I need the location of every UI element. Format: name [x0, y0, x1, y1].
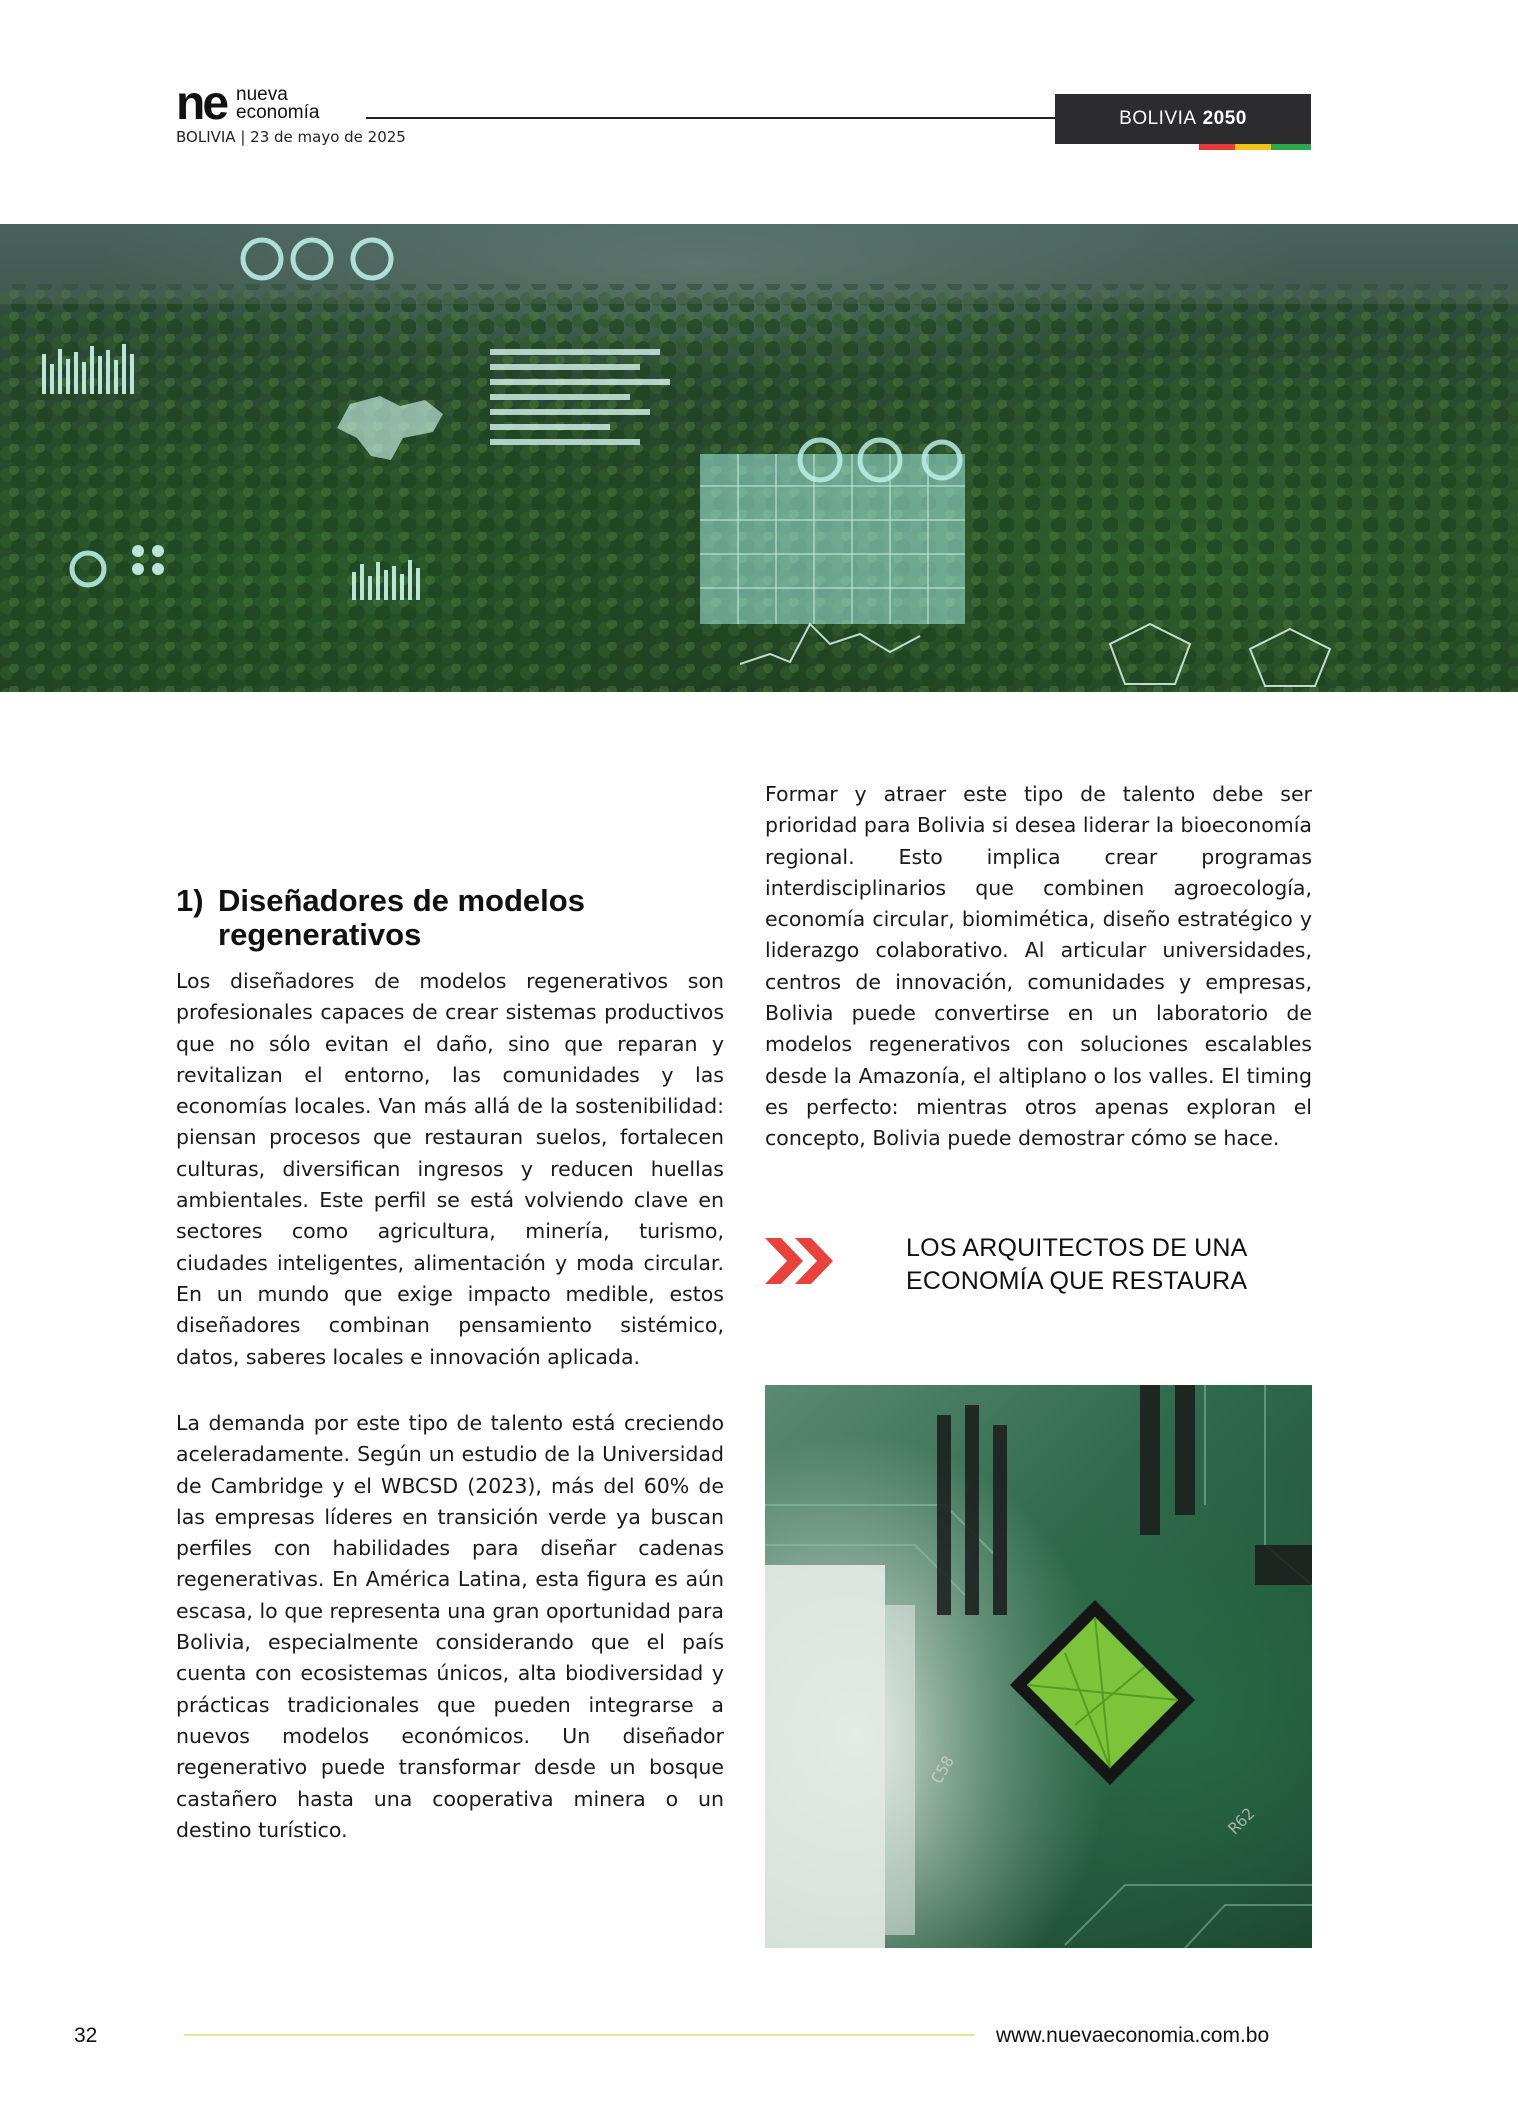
page-number: 32: [74, 2024, 98, 2047]
circuit-leaf-chip-image: [765, 1385, 1312, 1948]
svg-text:R62: R62: [1224, 1803, 1259, 1838]
footer-rule: [184, 2034, 974, 2036]
logo-line-1: nueva: [236, 84, 288, 105]
paragraph-3: Formar y atraer este tipo de talento debe ser prioridad para Bolivia si desea liderar la bioeconomía regional. Esto implica crear programas interdisciplinarios que combinen agroecología, economía circular, biomimética, diseño estratégico y liderazgo colaborativo. Al articular universidades, centros de innovación, comunidades y empresas, Bolivia puede convertirse en un laboratorio de modelos regenerativos con soluciones escalables desde la Amazonía, el altiplano o los valles. El timing es perfecto: mientras otros apenas exploran el concepto, Bolivia puede demostrar cómo se hace.: [765, 782, 1312, 1151]
flag-stripe-red: [1199, 144, 1235, 150]
callout-line-2: ECONOMÍA QUE RESTAURA: [906, 1267, 1248, 1295]
heading-number: 1): [176, 883, 204, 918]
edition-year: 2050: [1202, 108, 1247, 129]
logo-mark: ne: [176, 77, 227, 130]
svg-text:C58: C58: [927, 1752, 958, 1787]
website-link[interactable]: www.nuevaeconomia.com.bo: [996, 2024, 1270, 2047]
callout-title: [906, 1232, 1326, 1298]
double-chevron-icon: [765, 1238, 835, 1284]
dateline: BOLIVIA | 23 de mayo de 2025: [176, 128, 406, 146]
edition-label: BOLIVIA: [1119, 108, 1197, 129]
edition-badge: [1055, 94, 1311, 144]
section-heading: [176, 884, 724, 952]
logo-words: [236, 86, 319, 122]
heading-line-2: regenerativos: [218, 917, 422, 952]
hero-image-forest-data: [0, 224, 1518, 692]
heading-line-1: Diseñadores de modelos: [218, 883, 585, 918]
header-rule: [366, 117, 1056, 119]
callout-line-1: LOS ARQUITECTOS DE UNA: [906, 1234, 1248, 1262]
masthead-logo: [176, 77, 320, 130]
flag-stripe-green: [1271, 144, 1311, 150]
flag-stripe-yellow: [1235, 144, 1271, 150]
circuit-illustration: [765, 1385, 1312, 1948]
paragraph-2: La demanda por este tipo de talento está creciendo aceleradamente. Según un estudio de la Universidad de Cambridge y el WBCSD (2023), más del 60% de las empresas líderes en transición verde ya buscan perfiles con habilidades para diseñar cadenas regenerativas. En América Latina, esta figura es aún escasa, lo que representa una gran oportunidad para Bolivia, especialmente considerando que el país cuenta con ecosistemas únicos, alta biodiversidad y prácticas tradicionales que pueden integrarse a nuevos modelos económicos. Un diseñador regenerativo puede transformar desde un bosque castañero hasta una cooperativa minera o un destino turístico.: [176, 1411, 724, 1842]
paragraph-1: Los diseñadores de modelos regenerativos son profesionales capaces de crear sistemas productivos que no sólo evitan el daño, sino que reparan y revitalizan el entorno, las comunidades y las economías locales. Van más allá de la sostenibilidad: piensan procesos que restauran suelos, fortalecen culturas, diversifican ingresos y reducen huellas ambientales. Este perfil se está volviendo clave en sectores como agricultura, minería, turismo, ciudades inteligentes, alimentación y moda circular. En un mundo que exige impacto medible, estos diseñadores combinan pensamiento sistémico, datos, saberes locales e innovación aplicada.: [176, 969, 724, 1369]
logo-line-2: economía: [236, 102, 320, 123]
hero-illustration: [0, 224, 1518, 692]
